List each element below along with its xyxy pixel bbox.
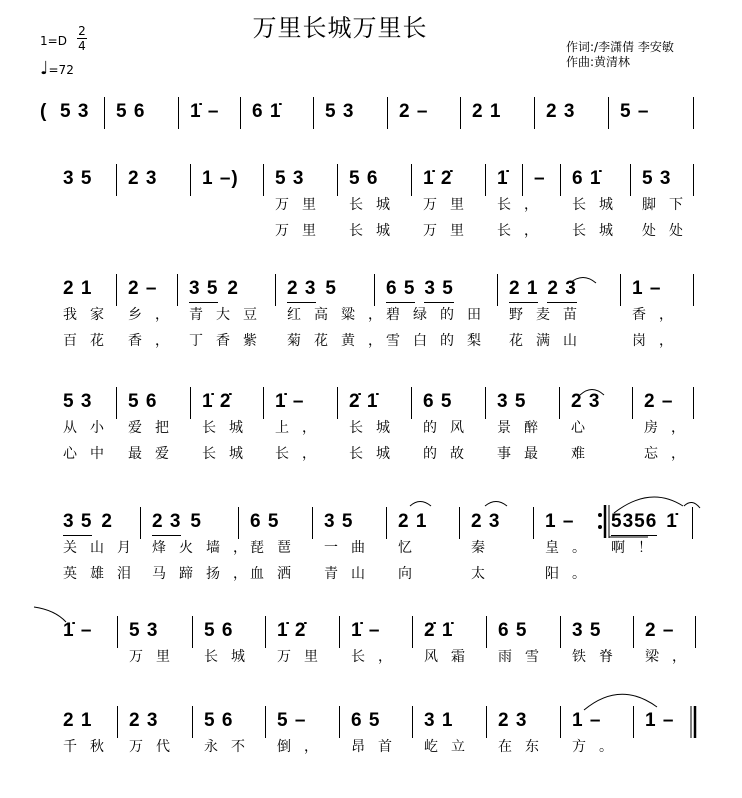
note-group: 5356 xyxy=(611,511,657,536)
note-group: 3 5 xyxy=(572,620,602,641)
note-group: 2 3 xyxy=(571,391,601,412)
note-group: 1̇ – xyxy=(351,620,381,641)
note-group: 5 6 xyxy=(128,391,158,412)
note-group: 1̇ 2̇ xyxy=(202,391,232,412)
note-group: 2 – xyxy=(399,101,429,122)
lyric-verse-1: 长城 xyxy=(204,649,258,665)
note-group: 1 – xyxy=(572,710,602,731)
note-group: 2 1 xyxy=(63,278,93,299)
note-group: 5 6 xyxy=(204,620,234,641)
slur xyxy=(34,607,66,622)
lyric-verse-1: 的风 xyxy=(423,420,477,436)
lyric-verse-2: 太 xyxy=(471,566,498,582)
note-group: 3 1 xyxy=(424,710,454,731)
lyric-verse-2: 百花 xyxy=(63,333,117,349)
note-group: 3 5 xyxy=(324,511,354,532)
lyric-verse-2: 青山 xyxy=(324,566,378,582)
repeat-dot xyxy=(599,514,602,517)
note-group: 2 – xyxy=(644,391,674,412)
lyric-verse-1: 秦 xyxy=(471,540,498,556)
lyric-verse-1: 风霜 xyxy=(424,649,478,665)
lyric-verse-1: 脚下 xyxy=(642,197,696,213)
note-group: 6 1̇ xyxy=(572,168,602,189)
note-group: 5 xyxy=(190,511,202,532)
lyric-verse-2: 花满山 xyxy=(509,333,590,349)
note-group: 1 – xyxy=(545,511,575,532)
note-group: 2̇ 1̇ xyxy=(349,391,379,412)
note-group: 2 1 xyxy=(509,278,538,303)
lyric-verse-2: 难 xyxy=(571,446,598,462)
note-group: 2 xyxy=(227,278,239,299)
note-group: 5 3 xyxy=(275,168,305,189)
note-group: 1̇ xyxy=(497,168,509,189)
note-group: 2 1 xyxy=(398,511,428,532)
note-group: 2 3 xyxy=(547,278,576,303)
lyric-verse-2: 长， xyxy=(275,446,329,462)
lyric-verse-2: 忘， xyxy=(644,446,698,462)
lyric-verse-1: 万里 xyxy=(423,197,477,213)
lyric-verse-1: 梁， xyxy=(645,649,699,665)
note-group: 1̇ – xyxy=(63,620,93,641)
lyric-verse-1: 啊！ xyxy=(611,540,665,556)
lyric-verse-2: 长城 xyxy=(202,446,256,462)
key-signature: 1=D xyxy=(40,34,67,48)
note-group: 2 3 xyxy=(129,710,159,731)
note-group: 5 3 xyxy=(642,168,672,189)
slur xyxy=(410,502,431,507)
note-group: 5 xyxy=(325,278,337,299)
note-group: 6 5 xyxy=(250,511,280,532)
note-group: 1 –) xyxy=(202,168,239,189)
note-group: 5 6 xyxy=(204,710,234,731)
lyric-verse-1: 关山月 xyxy=(63,540,144,556)
note-group: 2 3 xyxy=(471,511,501,532)
lyric-verse-2: 雪白的梨 xyxy=(386,333,494,349)
note-group: 5 – xyxy=(620,101,650,122)
time-signature-top: 2 xyxy=(78,24,86,38)
lyric-verse-1: 从小 xyxy=(63,420,117,436)
lyric-verse-1: 万里 xyxy=(129,649,183,665)
lyric-verse-1: 长城 xyxy=(349,420,403,436)
note-group: 1̇ – xyxy=(190,101,220,122)
note-group: 2 3 xyxy=(546,101,576,122)
lyric-verse-1: 长城 xyxy=(349,197,403,213)
repeat-dot xyxy=(599,526,602,529)
slur xyxy=(684,502,700,508)
lyric-verse-1: 倒， xyxy=(277,739,331,755)
note-group: 2 1 xyxy=(472,101,502,122)
lyric-verse-2: 事最 xyxy=(497,446,551,462)
note-group: 2 3 xyxy=(498,710,528,731)
lyric-verse-1: 屹立 xyxy=(424,739,478,755)
lyric-verse-1: 万代 xyxy=(129,739,183,755)
note-group: 3 5 xyxy=(424,278,453,303)
note-group: 5 3 xyxy=(63,391,93,412)
lyric-verse-2: 万里 xyxy=(275,223,329,239)
composer-credit: 作曲:黄清林 xyxy=(566,55,631,69)
lyric-verse-1: 景醉 xyxy=(497,420,551,436)
lyric-verse-1: 房， xyxy=(644,420,698,436)
lyric-verse-1: 雨雪 xyxy=(498,649,552,665)
lyric-verse-2: 心中 xyxy=(63,446,117,462)
note-group: 5 6 xyxy=(349,168,379,189)
lyric-verse-2: 最爱 xyxy=(128,446,182,462)
lyric-verse-1: 野麦苗 xyxy=(509,307,590,323)
note-group: 2 – xyxy=(645,620,675,641)
slur xyxy=(570,278,596,284)
lyric-verse-2: 处处 xyxy=(642,223,696,239)
note-group: 1 – xyxy=(632,278,662,299)
note-group: – xyxy=(534,168,546,189)
note-group: 3 5 xyxy=(189,278,218,303)
note-group: 2 3 xyxy=(128,168,158,189)
lyric-verse-2: 菊花黄， xyxy=(287,333,395,349)
lyric-verse-2: 长， xyxy=(497,223,551,239)
lyric-verse-2: 万里 xyxy=(423,223,477,239)
lyric-verse-1: 乡， xyxy=(128,307,182,323)
note-group: 5 6 xyxy=(116,101,146,122)
note-group: 5 3 xyxy=(325,101,355,122)
note-group: 2 3 xyxy=(152,511,181,536)
lyric-verse-2: 阳。 xyxy=(545,566,599,582)
lyric-verse-2: 长城 xyxy=(349,446,403,462)
lyric-verse-1: 千秋 xyxy=(63,739,117,755)
note-group: 6 5 xyxy=(386,278,415,303)
note-group: 2 xyxy=(101,511,113,532)
lyric-verse-1: 碧绿的田 xyxy=(386,307,494,323)
note-group: 2 1 xyxy=(63,710,93,731)
note-group: 1̇ 2̇ xyxy=(423,168,453,189)
lyric-verse-1: 心 xyxy=(571,420,598,436)
note-group: 5 – xyxy=(277,710,307,731)
note-group: 6 5 xyxy=(423,391,453,412)
note-group: 3 5 xyxy=(63,168,93,189)
note-group: 5 3 xyxy=(129,620,159,641)
lyric-verse-1: 青大豆 xyxy=(189,307,270,323)
opening-parenthesis: ( xyxy=(40,101,48,122)
lyric-verse-1: 长城 xyxy=(572,197,626,213)
lyric-verse-1: 昂首 xyxy=(351,739,405,755)
lyric-verse-1: 万里 xyxy=(277,649,331,665)
note-group: 6 1̇ xyxy=(252,101,282,122)
song-title: 万里长城万里长 xyxy=(252,14,428,42)
lyric-verse-1: 红高粱， xyxy=(287,307,395,323)
tempo-value: =72 xyxy=(48,63,74,77)
note-group: 6 5 xyxy=(351,710,381,731)
lyric-verse-1: 铁脊 xyxy=(572,649,626,665)
note-group: 1 – xyxy=(645,710,675,731)
lyric-verse-1: 在东 xyxy=(498,739,552,755)
note-group: 1̇ xyxy=(666,511,678,532)
time-signature-bottom: 4 xyxy=(78,39,86,53)
note-group: 1̇ – xyxy=(275,391,305,412)
note-group: 6 5 xyxy=(498,620,528,641)
lyric-verse-1: 长， xyxy=(497,197,551,213)
lyric-verse-1: 长， xyxy=(351,649,405,665)
slur xyxy=(614,497,683,513)
lyric-verse-1: 琵琶 xyxy=(250,540,304,556)
note-group: 2 3 xyxy=(287,278,316,303)
lyric-verse-2: 长城 xyxy=(349,223,403,239)
slur xyxy=(580,390,604,396)
lyric-verse-1: 我家 xyxy=(63,307,117,323)
lyric-verse-2: 的故 xyxy=(423,446,477,462)
note-group: 3 5 xyxy=(63,511,92,536)
lyric-verse-2: 岗， xyxy=(632,333,686,349)
lyric-verse-2: 血洒 xyxy=(250,566,304,582)
lyric-verse-1: 香， xyxy=(632,307,686,323)
lyric-verse-2: 向 xyxy=(398,566,425,582)
lyric-verse-1: 忆 xyxy=(398,540,425,556)
lyric-verse-2: 长城 xyxy=(572,223,626,239)
note-group: 2̇ 1̇ xyxy=(424,620,454,641)
slur xyxy=(584,694,657,710)
lyricist-credit: 作词:/李潇倩 李安敏 xyxy=(566,40,674,54)
lyric-verse-2: 马蹄扬， xyxy=(152,566,260,582)
lyric-verse-1: 一曲 xyxy=(324,540,378,556)
note-group: 2 – xyxy=(128,278,158,299)
lyric-verse-1: 永不 xyxy=(204,739,258,755)
lyric-verse-2: 英雄泪 xyxy=(63,566,144,582)
lyric-verse-1: 方。 xyxy=(572,739,626,755)
lyric-verse-2: 香， xyxy=(128,333,182,349)
lyric-verse-1: 烽火墙， xyxy=(152,540,260,556)
note-group: 3 5 xyxy=(497,391,527,412)
note-group: 1̇ 2̇ xyxy=(277,620,307,641)
note-group: 5 3 xyxy=(60,101,90,122)
lyric-verse-1: 上， xyxy=(275,420,329,436)
quarter-note-icon: ♩ xyxy=(40,58,49,79)
lyric-verse-1: 爱把 xyxy=(128,420,182,436)
lyric-verse-1: 万里 xyxy=(275,197,329,213)
lyric-verse-2: 丁香紫 xyxy=(189,333,270,349)
lyric-verse-1: 长城 xyxy=(202,420,256,436)
slur xyxy=(485,502,507,507)
lyric-verse-1: 皇。 xyxy=(545,540,599,556)
